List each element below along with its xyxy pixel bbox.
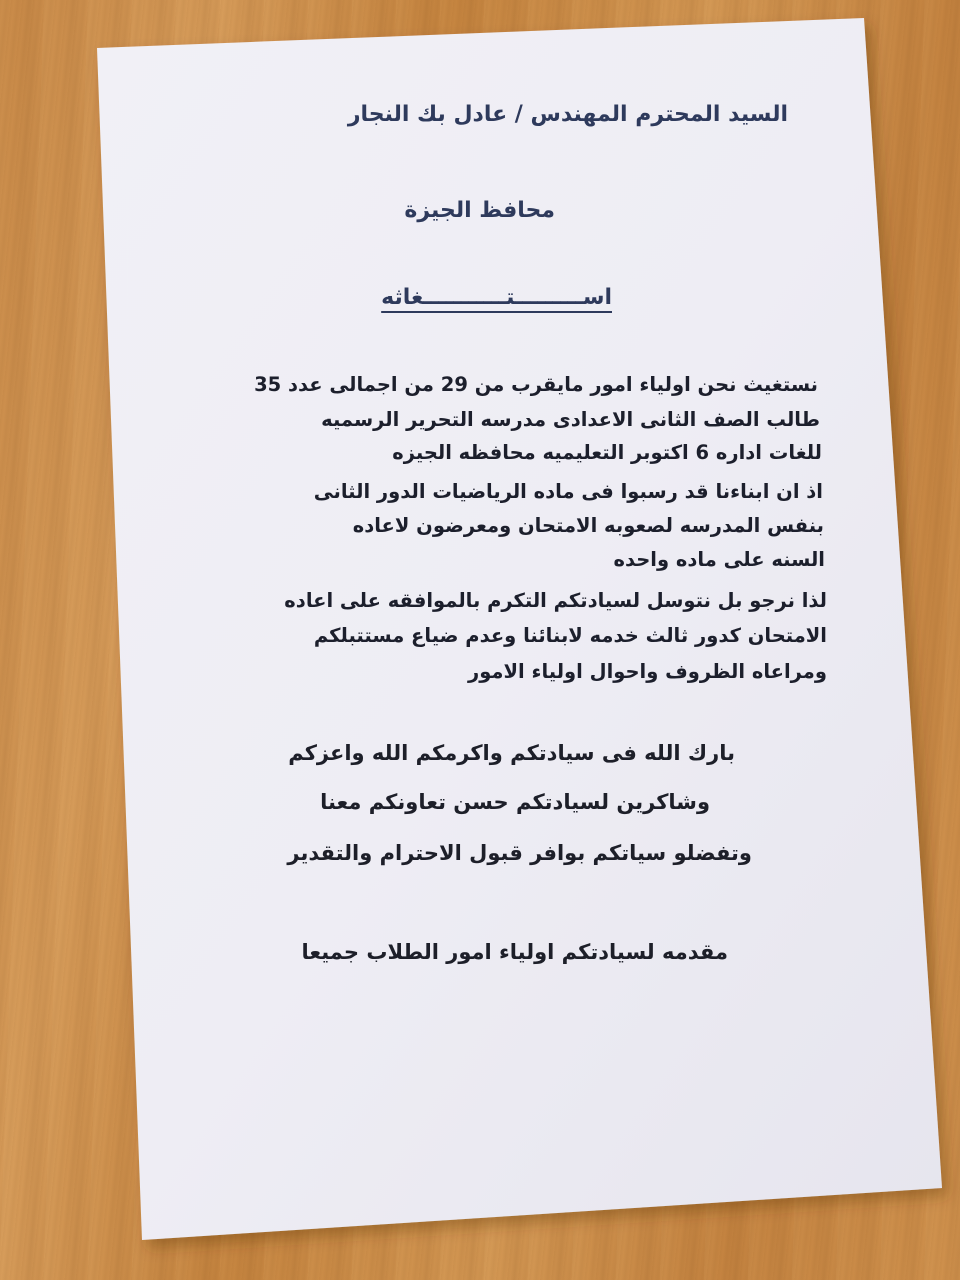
paragraph1-line3: للغات اداره 6 اكتوبر التعليميه محافظه الجيزه: [392, 441, 822, 464]
salutation-line: السيد المحترم المهندس / عادل بك النجار: [347, 102, 788, 127]
closing-line2: وشاكرين لسيادتكم حسن تعاونكم معنا: [320, 790, 710, 814]
paragraph2-line3: السنه على ماده واحده: [613, 548, 825, 571]
paragraph2-line1: اذ ان ابناءنا قد رسبوا فى ماده الرياضيات الدور الثانى: [313, 480, 823, 503]
paragraph2-line2: بنفس المدرسه لصعوبه الامتحان ومعرضون لاعاده: [352, 514, 824, 537]
subject-title: اســـــــــتـــــــــــغاثه: [381, 285, 612, 310]
paragraph3-line3: ومراعاه الظروف واحوال اولياء الامور: [467, 660, 827, 683]
paragraph1-line2: طالب الصف الثانى الاعدادى مدرسه التحرير الرسميه: [321, 408, 820, 431]
paragraph1-line1: نستغيث نحن اولياء امور مايقرب من 29 من اجمالى عدد 35: [254, 373, 818, 396]
paragraph3-line1: لذا نرجو بل نتوسل لسيادتكم التكرم بالموافقه على اعاده: [284, 589, 827, 612]
signature-line: مقدمه لسيادتكم اولياء امور الطلاب جميعا: [301, 940, 728, 964]
paragraph3-line2: الامتحان كدور ثالث خدمه لابنائنا وعدم ضياع مستتبلكم: [313, 624, 827, 647]
closing-line1: بارك الله فى سيادتكم واكرمكم الله واعزكم: [288, 741, 735, 765]
closing-line3: وتفضلو سياتكم بوافر قبول الاحترام والتقدير: [287, 841, 752, 865]
addressee-title: محافظ الجيزة: [404, 198, 555, 223]
